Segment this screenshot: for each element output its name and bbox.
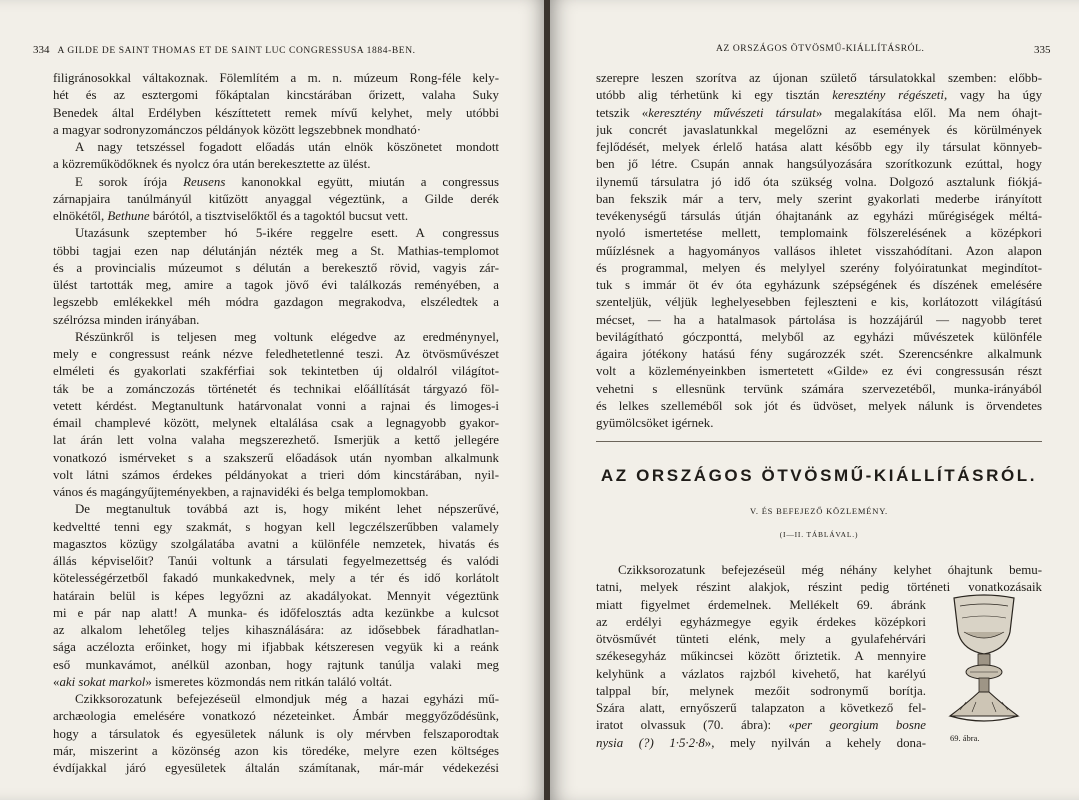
text-line: szenteljük, véljük leghelyesebben fejleszteni e kis, korlátozott világítású (596, 295, 1042, 310)
text-line: miatt figyelmet érdemelnek. Mellékelt 69. ábránk (596, 597, 926, 612)
text-line: bevilágítható góczponttá, melyből az egyházi művészetek különféle (596, 329, 1042, 344)
text-line: elméleti és gyakorlati szakférfiai sok tekintetben új oldalról világítot- (53, 364, 499, 379)
text-line: elnökétől, Bethune bárótól, a tisztviselőktől és a tagoktól bucsut vett. (53, 209, 409, 223)
text-line: «aki sokat markol» ismeretes közmondás nem ritkán találó voltát. (53, 674, 393, 689)
right-page-number: 335 (1034, 44, 1051, 56)
text-line: archæologia emelésére vonatkozó nézeteinket. Ámbár meggyőződésünk, (53, 709, 499, 724)
text-line: Utazásunk szeptember hó 5-ikére reggelre esett. A congressus (75, 226, 499, 241)
chalice-illustration (936, 592, 1032, 752)
text-line: ták be a zománczozás történetét és technikai előállítását tárgyazó föl- (53, 381, 499, 396)
figure-caption: 69. ábra. (950, 733, 980, 743)
text-line: mi e pár nap alatt! A munka- és időfelosztás adta kezünkbe a kulcsot (53, 605, 499, 620)
text-line: a magyar sodronyzománczos példányok között legszebbnek mondható· (53, 122, 421, 137)
right-running-head: AZ ORSZÁGOS ÖTVÖSMŰ-KIÁLLÍTÁSRÓL. (716, 44, 925, 54)
text-line: gyümölcsöket igérnek. (596, 416, 714, 430)
text-line: vános és magángyűjteményekben, a rajnavidéki és belga templomokban. (53, 485, 429, 499)
text-line: műízlésnek a hagyományos vallásos ihletet visszahódítani. Azon alapon (596, 243, 1042, 258)
text-line: utóbb alig térhetünk ki egy tisztán keresztény régészeti, vagy ha úgy (596, 88, 1042, 103)
text-line: határain belül is képes legyőzni az akadályokat. Mennyit végeztünk (53, 588, 499, 603)
right-body-text (596, 70, 1042, 432)
left-body-text (53, 70, 499, 777)
text-line: Czikksorozatunk befejezéseül elmondjuk még a hazai egyházi mű- (75, 692, 499, 706)
text-line: nyoló ismertetése mellett, templomaink fölszerelésének a középkori (596, 226, 1042, 241)
text-line: talppal bír, melynek mezőit sodronymű borítja. (596, 683, 926, 698)
text-line: ágaira jótékony hatású fény sugározzék szét. Szerencsénkre alkalmunk (596, 347, 1042, 361)
italic-text: aki sokat markol (59, 674, 146, 689)
text-line: hogy a társulatok és egyesületek nálunk is oly mérvben felszaporodtak (53, 726, 499, 741)
text-line: De megtanultuk továbbá azt is, hogy miként lehet népszerűvé, (75, 502, 499, 517)
text-line: A nagy tetszéssel fogadott előadás után elnök köszönetet mondott (75, 140, 499, 154)
text-line: mécset, — ha a hatalmasok pártolása is hozzájárúl — nagyobb teret (596, 312, 1042, 327)
text-line: filigránosokkal váltakoznak. Fölemlítém a m. n. múzeum Rong-féle kely- (53, 71, 499, 85)
text-line: tevékenységű társulás útján óhajtanánk az egyházi műrégiségek méltá- (596, 209, 1042, 223)
text-line: lat árán lett volna valaha megszerezhető. Ismerjük a kettő jellegére (53, 433, 499, 448)
text-line: ban fekszik már a terv, mely szerint gyakorlati mederbe irányított (596, 191, 1042, 206)
text-line: állás képviselőit? Tanúi voltunk a társulati fegyelmezettség és valódi (53, 554, 499, 568)
text-line: tetszik «keresztény művészeti társulat» megalakítása elől. Ma nem óhajt- (596, 105, 1042, 120)
chalice-icon (936, 592, 1032, 732)
text-line: és lelkes szelleméből sok jót és üdvöset, melyek nálunk is örvendetes (596, 398, 1042, 413)
left-page-number: 334 (33, 44, 50, 56)
text-line: és a provincialis múzeumot s délután a berekesztő rövid, vagyis zár- (53, 260, 499, 275)
text-line: eső munkavámot, anélkül azonban, hogy rajtunk tanúlja valaki meg (53, 657, 499, 672)
text-line: ötvösművét tünteti elénk, mely a gyulafehérvári (596, 632, 926, 646)
text-line: az alkalom lehetőleg teljes kihasználására: az idősebbek fáradhatlan- (53, 623, 499, 637)
text-line: vonatkozó ismérveket s a szakszerű előadások után nyomban alkalmunk (53, 450, 499, 465)
text-line: és programmal, melyen és melylyel szerény folyóiratunkat megindítot- (596, 260, 1042, 275)
text-line: legszebb emlékekkel méh módra gazdagon megrakodva, elszéledtek a (53, 295, 499, 310)
text-line: vehetni s ellesnünk tervünk számára szervezetéből, munka-irányából (596, 381, 1042, 396)
text-line: tatni, melyek részint alakjok, részint pedig történeti vonatkozásaik (596, 580, 1042, 595)
text-line: ben jő létre. Csupán annak hangsúlyozására szorítkozunk ezúttal, hogy (596, 157, 1042, 172)
text-line: többi tagjai ezen nap délutánján nézték meg a St. Mathias-templomot (53, 243, 499, 258)
italic-text: Bethune (107, 209, 150, 223)
text-line: Szára alatt, ernyőszerű talapzaton a következő fel- (596, 701, 926, 715)
text-line: Czikksorozatunk befejezéseül még néhány kelyhet óhajtunk bemu- (618, 563, 1042, 577)
text-line: évdíjakkal járó egyesületek általán számítanak, már-már védekezési (53, 761, 499, 775)
italic-text: per georgium bosne (794, 718, 926, 733)
text-line: székesegyház műkincsei között őriztetik. A mennyire (596, 649, 926, 664)
text-line: az erdélyi egyházmegye egyik érdekes középkori (596, 614, 926, 629)
text-line: már, miszerint a közönség azon kis töredéke, melyre ezen költséges (53, 743, 499, 758)
text-line: ilynemű társulatra jó idő óta szükség volna. Dolgozó asztalunk fiókjá- (596, 174, 1042, 189)
text-line: szerepre leszen szorítva az újonan születő társulatokkal szemben: előbb- (596, 71, 1042, 85)
article-plates-note: (I—II. TÁBLÁVAL.) (779, 530, 859, 539)
left-running-title: A GILDE DE SAINT THOMAS ET DE SAINT LUC CONGRESSUSA 1884-BEN. (57, 46, 416, 56)
text-line: iratot olvassuk (70. ábra): «per georgium bosne (596, 718, 926, 733)
text-line: volt a közleményeinkben ismertetett «Gilde» ez évi congressusán részt (596, 364, 1042, 379)
text-line: kedveltté tenni egy szakmát, s hogyan kell legczélszerűbben valamely (53, 519, 499, 534)
text-line: Benedek által Erdélyben készíttetett remek mívű kelyhet, mely utóbbi (53, 105, 499, 120)
text-line: volt látni számos érdekes példányokat a trieri dóm kincstárában, nyil- (53, 467, 499, 482)
text-line: émail champlevé között, melynek eltalálása csak a legnagyobb gyakor- (53, 416, 499, 430)
text-line: zárnapjaira tanúlmányúl kitűzött anyaggal végeztünk, a Gilde derék (53, 191, 499, 206)
section-divider (596, 441, 1042, 442)
text-line: E sorok írója Reusens kanonokkal együtt, miután a congressus (75, 174, 499, 189)
text-line: juk concrét javaslatunkkal megelőzni az események és körülmények (596, 122, 1042, 137)
right-page (550, 0, 1079, 800)
text-line: tuk s immár öt év óta egyházunk szépségének és díszének emelésére (596, 278, 1042, 292)
text-line: szélrózsa minden irányában. (53, 312, 200, 327)
italic-text: keresztény régészeti (832, 88, 944, 103)
italic-text: keresztény művészeti társulat (648, 105, 816, 120)
text-line: ülést tartották meg, amire a tagok jövő évi találkozás reményében, a (53, 278, 499, 292)
italic-text: Reusens (183, 174, 226, 189)
text-line: Részünkről is teljesen meg voltunk elégedve az eredménynyel, (75, 329, 499, 344)
italic-text: nysia (?) 1·5·2·8 (596, 735, 705, 750)
text-line: nysia (?) 1·5·2·8», mely nyilván a kehely dona- (596, 735, 926, 750)
text-line: vetett kérdést. Megtanultunk határvonalat vonni a rajnai és limoges-i (53, 398, 499, 413)
text-line: kelyhünk a vázlatos rajzból kivehető, hat karélyú (596, 666, 926, 681)
article-title: AZ ORSZÁGOS ÖTVÖSMŰ-KIÁLLÍTÁSRÓL. (600, 466, 1038, 485)
text-line: magasztos közügy szolgálatába avatni a különféle nemzetek, hivatás és (53, 536, 499, 551)
text-line: mely e congressust reánk nézve feledhetetlenné teszi. Az ötvösművészet (53, 347, 499, 361)
text-line: sága aczélozta erőinket, hogy mi ifjabbak kétszeresen vegyük ki a reánk (53, 640, 499, 655)
left-running-head (33, 44, 416, 56)
text-line: fejlődését, melyek érlelő hatása alatt később egy ily társulat könnyeb- (596, 140, 1042, 154)
text-line: a közreműködőknek és nyolcz óra után berekesztette az ülést. (53, 157, 371, 172)
text-line: kötelességérzetből fakadó munkakedvnek, mely a tér és idő korlátolt (53, 571, 499, 586)
text-line: hét és az esztergomi főkáptalan kincstárában őrizett, valaha Suky (53, 88, 499, 103)
article-subtitle: V. ÉS BEFEJEZŐ KÖZLEMÉNY. (750, 506, 888, 516)
